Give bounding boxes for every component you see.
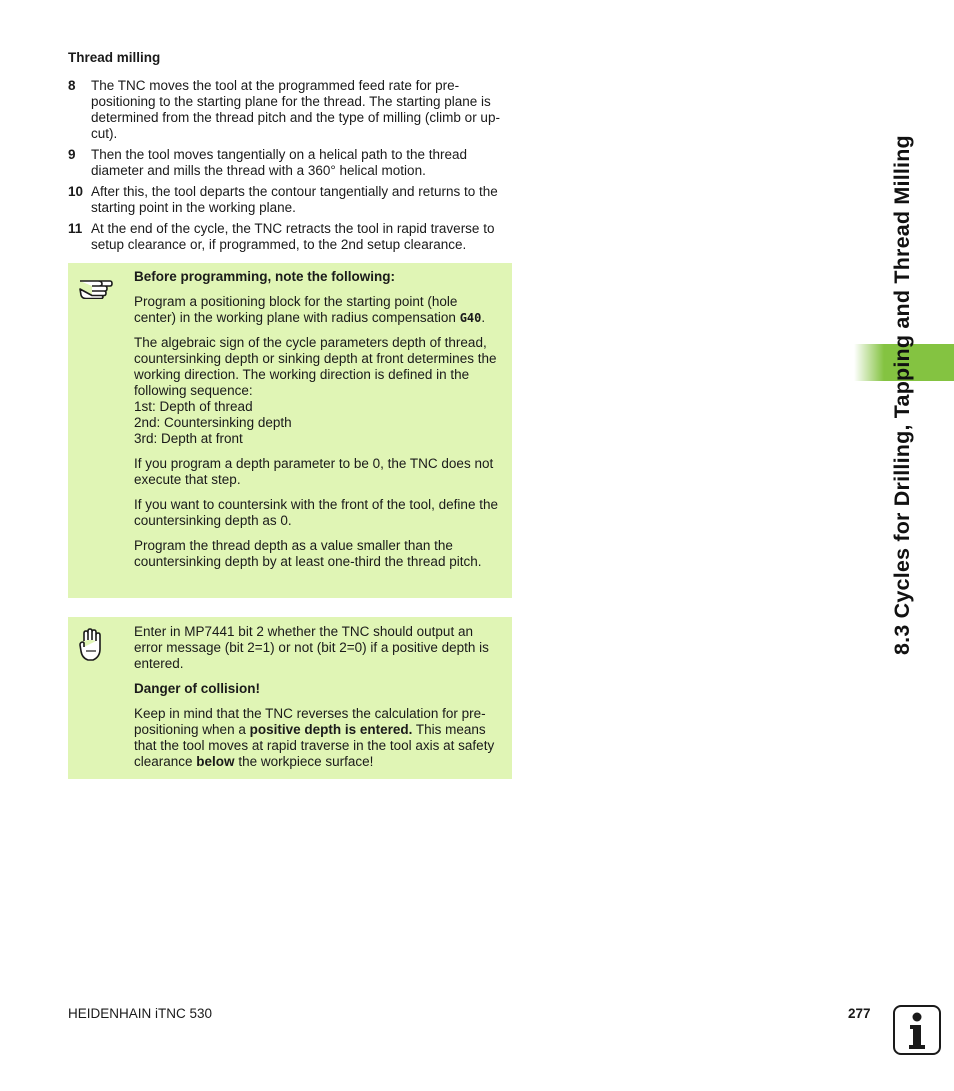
section-title: Thread milling [68, 50, 161, 65]
step-text: The TNC moves the tool at the programmed feed rate for pre-positioning to the starting plane for the thread. The starting plane is determined from the thread pitch and the type of milling (climb or up-cut). [91, 78, 500, 141]
info-icon[interactable] [893, 1005, 941, 1055]
pointing-hand-icon [78, 271, 114, 303]
step-item [68, 221, 514, 253]
step-text: Then the tool moves tangentially on a helical path to the thread diameter and mills the thread with a 360° helical motion. [91, 147, 467, 178]
note-paragraph: Program a positioning block for the starting point (hole center) in the working plane with radius compensation G40. [134, 294, 486, 325]
step-text: At the end of the cycle, the TNC retracts the tool in rapid traverse to setup clearance or, if programmed, to the 2nd setup clearance. [91, 221, 495, 252]
main-content [68, 50, 514, 258]
note-paragraph: The algebraic sign of the cycle parameters depth of thread, countersinking depth or sinking depth at front determines the working direction. The working direction is defined in the following sequence: 1st: Depth of thread 2nd: Countersinking depth 3rd: Depth at front [134, 335, 497, 446]
note-paragraph: If you program a depth parameter to be 0, the TNC does not execute that step. [134, 456, 494, 487]
note-paragraph: Keep in mind that the TNC reverses the calculation for pre-positioning when a positive depth is entered. This means that the tool moves at rapid traverse in the tool axis at safety clearance below the workpiece surface! [134, 706, 495, 769]
collision-warning-box [68, 617, 512, 779]
note-heading: Danger of collision! [134, 681, 261, 696]
note-paragraph: Enter in MP7441 bit 2 whether the TNC should output an error message (bit 2=1) or not (bit 2=0) if a positive depth is entered. [134, 624, 489, 671]
step-number: 9 [68, 147, 76, 162]
step-number: 8 [68, 78, 76, 93]
side-chapter-title: 8.3 Cycles for Drilling, Tapping and Thread Milling [890, 135, 914, 655]
page-number: 277 [848, 1006, 871, 1021]
footer-product: HEIDENHAIN iTNC 530 [68, 1006, 213, 1021]
step-item [68, 78, 514, 142]
step-number: 11 [68, 221, 83, 236]
step-number: 10 [68, 184, 84, 199]
note-paragraph: If you want to countersink with the front of the tool, define the countersinking depth as 0. [134, 497, 498, 528]
step-item [68, 147, 514, 179]
note-heading: Before programming, note the following: [134, 269, 395, 284]
side-tab-fade [854, 344, 884, 381]
step-item [68, 184, 514, 216]
note-paragraph: Program the thread depth as a value smaller than the countersinking depth by at least one-third the thread pitch. [134, 538, 482, 569]
programming-note-box [68, 263, 512, 598]
warning-hand-icon [78, 627, 104, 667]
step-text: After this, the tool departs the contour tangentially and returns to the starting point in the working plane. [91, 184, 498, 215]
code-g40: G40 [459, 311, 482, 325]
